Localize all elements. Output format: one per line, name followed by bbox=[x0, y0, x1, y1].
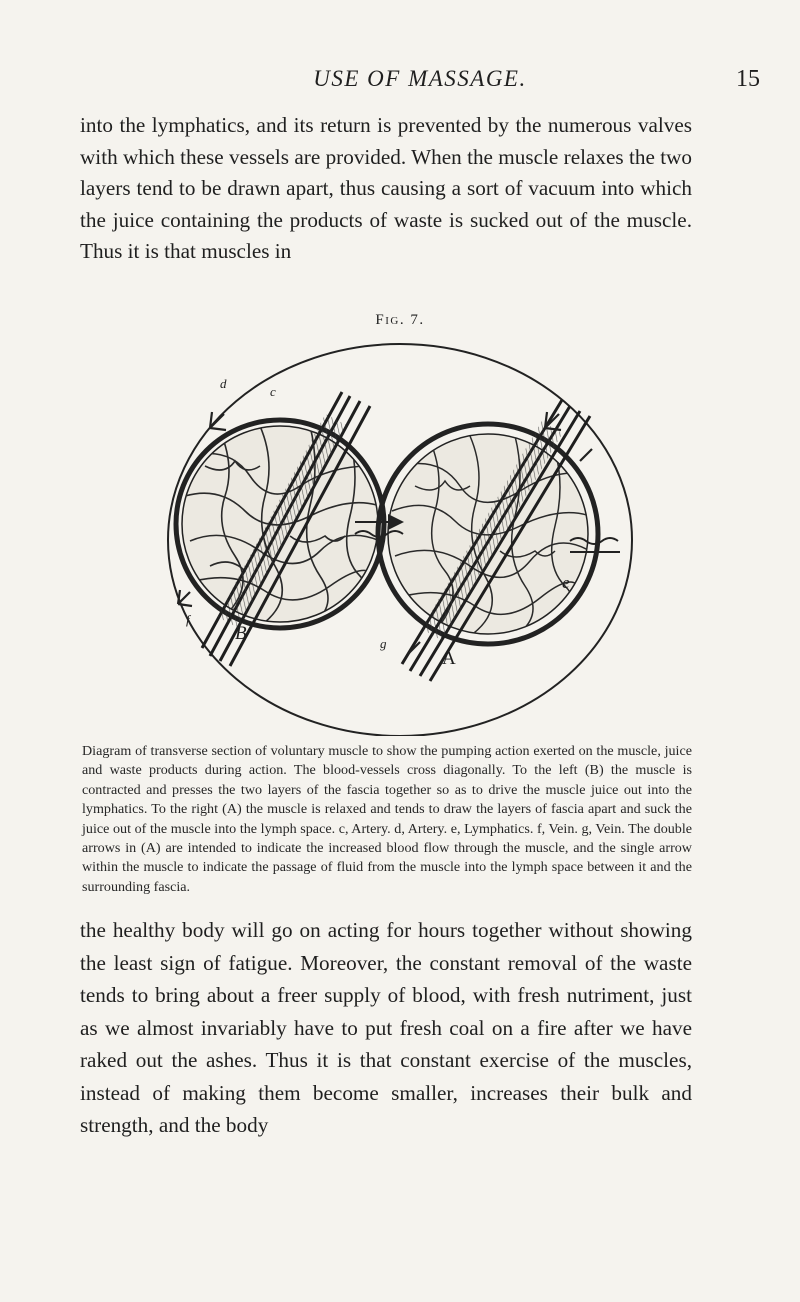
figure-caption: Diagram of transverse section of voluntary muscle to show the pumping action exerted on the muscle, juice and waste products during action. The blood-vessels cross diagonally. To the left (B) the muscle is contracted and presses the two layers of the fascia together so as to drive the muscle juice out into the lymphatics. To the right (A) the muscle is relaxed and tends to draw the layers of fascia apart and suck the juice out of the muscle into the lymph space. c, Artery. d, Artery. e, Lymphatics. f, Vein. g, Vein. The double arrows in (A) are intended to indicate the increased blood flow through the muscle, and the single arrow within the muscle to indicate the passage of fluid from the muscle into the lymph space between it and the surrounding fascia. bbox=[82, 743, 692, 895]
label-d: d bbox=[220, 376, 227, 391]
paragraph-top: into the lymphatics, and its return is prevented by the numerous valves with which these vessels are provided. When the muscle relaxes the two layers tend to be drawn apart, thus causing a sort of vacuum into which the juice containing the products of waste is sucked out of the muscle. Thus it is that muscles in bbox=[80, 113, 692, 264]
muscle-section-diagram bbox=[150, 336, 650, 736]
label-c: c bbox=[270, 384, 276, 399]
section-b-contracted bbox=[176, 392, 384, 666]
figure-label: Fig. 7. bbox=[375, 312, 425, 328]
page-number: 15 bbox=[736, 66, 760, 92]
section-a-relaxed bbox=[378, 400, 598, 681]
label-a: A bbox=[442, 648, 456, 669]
label-e: e bbox=[562, 573, 570, 592]
label-b: B bbox=[235, 623, 247, 644]
figure-diagram bbox=[150, 336, 650, 741]
paragraph-bottom: the healthy body will go on acting for hours together without showing the least sign of fatigue. Moreover, the constant removal of the waste tends to bring about a freer supply of blood, with fresh nutriment, just as we almost invariably have to put fresh coal on a fire after we have raked out the ashes. Thus it is that constant exercise of the muscles, instead of making them become smaller, increases their bulk and strength, and the body bbox=[80, 918, 692, 1137]
label-f: f bbox=[186, 612, 190, 627]
page-header bbox=[80, 66, 760, 106]
label-g: g bbox=[380, 636, 387, 651]
running-head: USE OF MASSAGE. bbox=[313, 66, 527, 91]
